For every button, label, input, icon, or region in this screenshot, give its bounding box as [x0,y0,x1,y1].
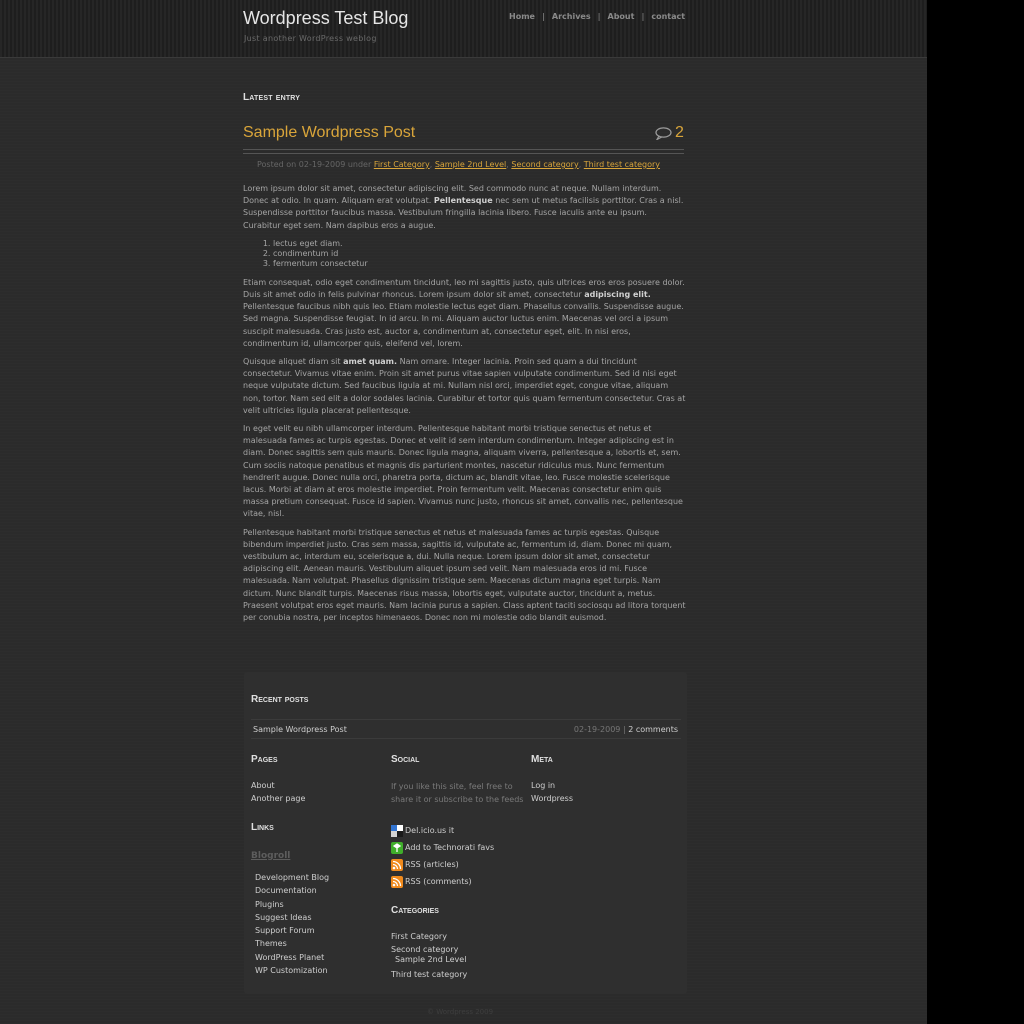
pages-list [251,779,305,806]
recent-post-meta: 02-19-2009 | 2 comments [573,725,678,734]
rss-articles-link[interactable]: RSS (articles) [391,858,459,871]
technorati-icon [391,842,403,854]
blogroll-link[interactable]: Suggest Ideas [255,912,312,922]
recent-post-link[interactable]: Sample Wordpress Post [253,725,347,734]
category-link[interactable]: Second category [511,160,579,169]
blogroll-link[interactable]: Support Forum [255,926,315,936]
paragraph: Lorem ipsum dolor sit amet, consectetur adipiscing elit. Sed commodo nunc at neque. Nullam interdum. Donec at odio. In quam. Aliquam erat volutpat. Pellentesque nec sem ut metus facilisis porttitor. Cras a nisl. Suspendisse porttitor faucibus massa. Vestibulum fringilla lacinia libero. Fusce iaculis ante eu ipsum. Curabitur eget sem. Nam dapibus eros a augue. [243,184,684,230]
blogroll-link[interactable]: Plugins [255,899,284,909]
nav-about[interactable]: About [607,12,635,21]
post-date-text: Posted on 02-19-2009 under [257,160,372,169]
post-title[interactable]: Sample Wordpress Post [243,124,416,141]
rss-icon [391,859,403,871]
nav-archives[interactable]: Archives [551,12,591,21]
recent-posts-heading: Recent posts [251,694,309,705]
links-heading: Links [251,822,274,833]
nav-separator: | [641,12,645,21]
pages-heading: Pages [251,754,278,765]
technorati-link[interactable]: Add to Technorati favs [391,841,494,854]
delicious-icon [391,825,403,837]
list-item: 3. fermentum consectetur [273,259,686,269]
category-item[interactable]: Third test category [391,970,468,980]
category-link[interactable]: First Category [373,160,430,169]
site-header [0,0,927,58]
meta-list [531,779,573,806]
paragraph: In eget velit eu nibh ullamcorper interdum. Pellentesque habitant morbi tristique senectus et netus et malesuada fames ac turpis egestas. Donec et velit id sem interdum condimentum. Integer adipiscing est in diam. Donec sagittis sem quis mauris. Donec ligula magna, aliquam viverra, pellentesque a, lobortis et, sem. Cum sociis natoque penatibus et magnis dis parturient montes, nascetur ridiculus mus. Nunc fermentum hendrerit augue. Donec nulla orci, pharetra porta, dictum ac, blandit vitae, leo. Fusce molestie scelerisque lacus. Morbi at diam at eros molestie imperdiet. Proin fermentum velit. Maecenas consectetur enim quis massa pretium consequat. Fusce id sapien. Vivamus nunc justo, rhoncus sit amet, convallis nec, pellentesque vitae, nisl. [243,424,683,519]
blogroll-link[interactable]: Themes [255,939,287,949]
category-link[interactable]: Third test category [583,160,661,169]
wordpress-link[interactable]: Wordpress [531,794,574,804]
social-description: If you like this site, feel free to share it or subscribe to the feeds [391,782,524,804]
page-link-another[interactable]: Another page [251,794,306,804]
comment-bubble-icon [655,127,672,140]
comment-count-link[interactable] [655,124,684,142]
meta-heading: Meta [531,754,553,765]
categories-heading: Categories [391,905,439,916]
category-item[interactable]: First Category [391,932,447,941]
list-item: 1. lectus eget diam. [273,239,686,249]
blogroll-heading[interactable]: Blogroll [251,851,291,861]
rss-comments-link[interactable]: RSS (comments) [391,875,472,888]
categories-list [391,930,467,982]
recent-post-date: 02-19-2009 [573,725,621,734]
blogroll-link[interactable]: WP Customization [255,966,328,976]
recent-post-comments-link[interactable]: 2 comments [628,725,678,734]
latest-entry-heading: Latest entry [243,92,301,103]
blogroll-list [255,871,329,977]
site-description: Just another WordPress weblog [244,34,377,43]
comment-count: 2 [675,124,684,141]
social-heading: Social [391,754,420,765]
nav-separator: | [597,12,601,21]
blogroll-link[interactable]: Documentation [255,886,317,896]
blogroll-link[interactable]: Development Blog [255,873,330,882]
title-divider [243,149,684,154]
category-link[interactable]: Sample 2nd Level [434,160,507,169]
category-subitem[interactable]: Sample 2nd Level [395,955,467,965]
post-body [243,183,686,630]
recent-post-row [251,719,681,739]
category-item[interactable]: Second category [391,945,459,955]
delicious-link[interactable]: Del.icio.us it [391,824,454,837]
nav-home[interactable]: Home [509,12,535,21]
paragraph: Quisque aliquet diam sit amet quam. Nam ornare. Integer lacinia. Proin sed quam a dui tincidunt consectetur. Vivamus vitae enim. Proin sit amet purus vitae sapien vulputate condimentum. Sed id nisi eget neque vulputate dictum. Sed faucibus ligula at mi. Nullam nisl orci, imperdiet eget, congue vitae, aliquam non, tortor. Nam sed elit a dolor sodales lacinia. Curabitur et tortor quis quam fermentum consectetur. Cras at velit ultricies ligula placerat pellentesque. [243,357,686,415]
page-link-about[interactable]: About [251,781,275,790]
blogroll-link[interactable]: WordPress Planet [255,952,325,962]
paragraph: Pellentesque habitant morbi tristique senectus et netus et malesuada fames ac turpis egestas. Quisque bibendum imperdiet justo. Cras sem massa, sagittis id, vulputate ac, fermentum id, diam. Donec mi quam, vestibulum ac, interdum eu, scelerisque a, dui. Nulla neque. Lorem ipsum dolor sit amet, consectetur adipiscing elit. Aenean mauris. Vestibulum aliquet ipsum sed velit. Nam malesuada eros id mi. Fusce malesuada. Nam volutpat. Phasellus dignissim tristique sem. Maecenas dictum magna eget turpis. Nam dictum. Nunc blandit turpis. Maecenas risus massa, lobortis eget, vulputate auctor, tincidunt a, metus. Praesent volutpat eros eget mauris. Nam lacinia purus a sapien. Class aptent taciti sociosqu ad litora torquent per conubia nostra, per inceptos himenaeos. Donec non mi molestie odio blandit euismod. [243,527,686,623]
copyright: © Wordpress 2009 [427,1008,494,1016]
list-item: 2. condimentum id [273,249,686,259]
login-link[interactable]: Log in [531,781,556,790]
paragraph: Etiam consequat, odio eget condimentum tincidunt, leo mi sagittis justo, quis ultrices eros eros posuere dolor. Duis sit amet odio in felis pulvinar rhoncus. Lorem ipsum dolor sit amet, consectetur adipiscing elit. Pellentesque faucibus nibh quis leo. Etiam molestie lectus eget diam. Phasellus convallis. Suspendisse augue. Sed magna. Suspendisse feugiat. In id arcu. In mi. Aliquam auctor luctus enim. Maecenas vel orci a ipsum suscipit malesuada. Cras justo est, auctor a, condimentum at, consectetur eget, elit. In nisi eros, condimentum id, ullamcorper quis, eleifend vel, lorem. [243,277,685,348]
numbered-list [243,239,686,269]
nav-contact[interactable]: contact [651,12,686,21]
nav-separator: | [541,12,545,21]
main-nav [509,12,685,21]
site-title[interactable]: Wordpress Test Blog [243,8,409,28]
rss-icon [391,876,403,888]
post-meta: Posted on 02-19-2009 under First Category, Sample 2nd Level, Second category, Third test category [257,160,661,169]
